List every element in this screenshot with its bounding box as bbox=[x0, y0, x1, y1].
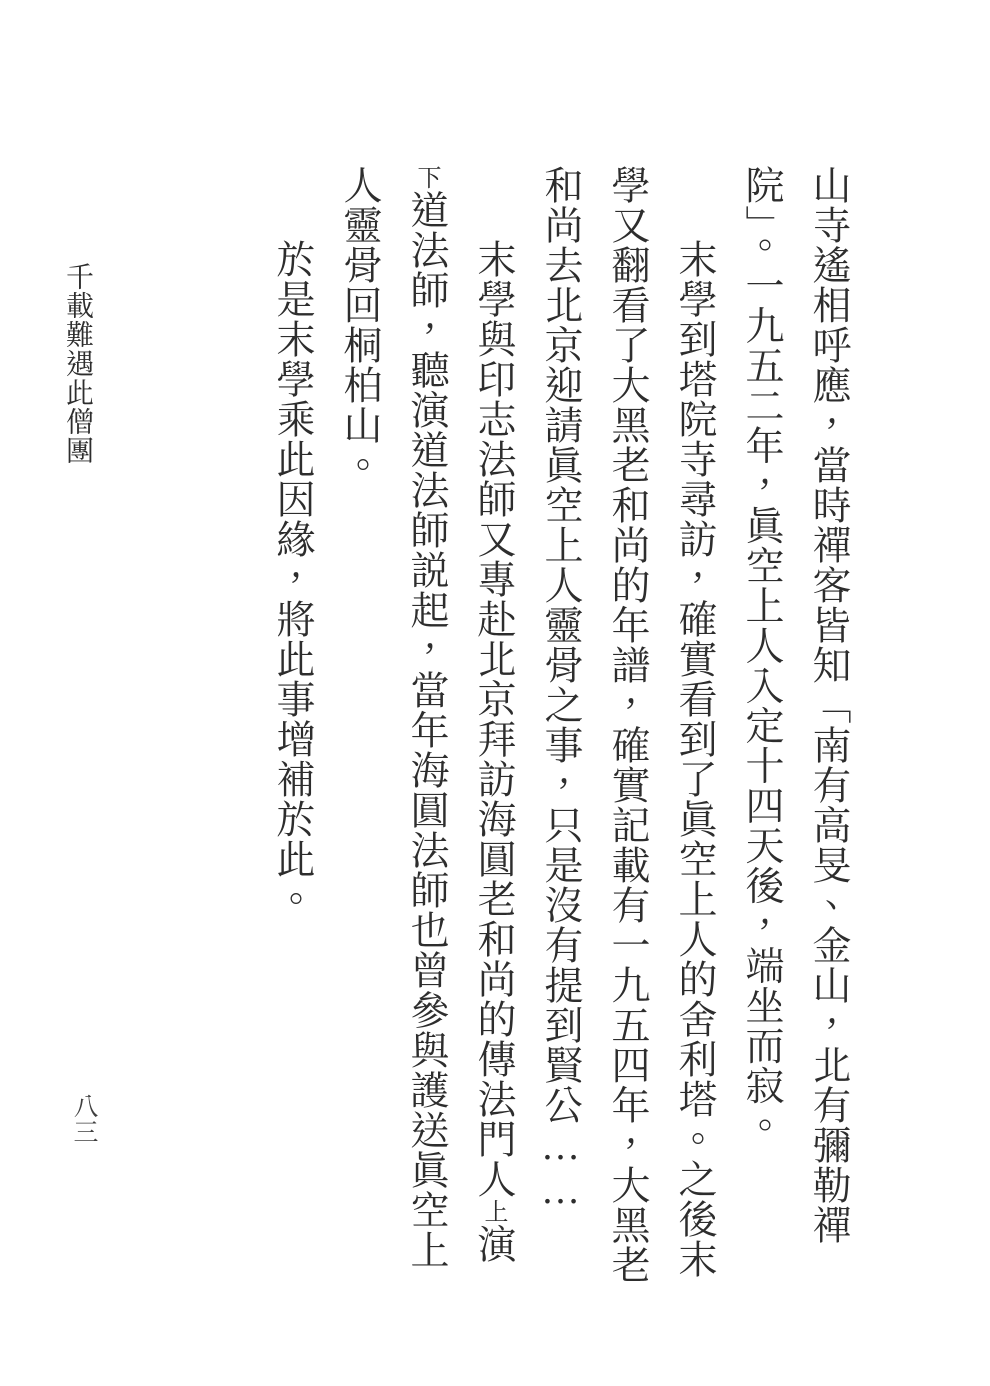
text-segment: 道法師，聽演道法師説起，當年海圓法師也曾參與護送眞空上 bbox=[405, 190, 448, 1270]
text-segment: 學又翻看了大黑老和尚的年譜，確實記載有一九五四年，大黑老 bbox=[606, 165, 649, 1285]
text-segment: 末學到塔院寺尋訪，確實看到了眞空上人的舍利塔。之後末 bbox=[673, 239, 716, 1279]
text-segment: 末學與印志法師又專赴北京拜訪海圓老和尚的傳法門人 bbox=[472, 239, 515, 1199]
paragraph-start-column bbox=[273, 165, 312, 1386]
text-column bbox=[541, 165, 580, 1386]
paragraph-start-column bbox=[474, 165, 513, 1386]
text-segment: 山寺遙相呼應，當時禪客皆知「南有高旻、金山，北有彌勒禪 bbox=[807, 165, 850, 1245]
text-column bbox=[407, 165, 446, 1386]
text-segment: 於是末學乘此因緣，將此事增補於此。 bbox=[271, 239, 314, 919]
running-header: 千載難遇此僧團 bbox=[62, 262, 93, 465]
paragraph-start-column bbox=[675, 165, 714, 1386]
text-column bbox=[742, 165, 781, 1386]
text-column bbox=[809, 165, 848, 1386]
main-text-block bbox=[245, 165, 848, 1386]
page-number: 八三 bbox=[70, 1093, 97, 1145]
text-segment: 和尚去北京迎請眞空上人靈骨之事，只是沒有提到賢公…… bbox=[539, 165, 582, 1213]
honorific-small-char: 下 bbox=[413, 165, 439, 190]
honorific-small-char: 上 bbox=[480, 1199, 506, 1224]
text-column bbox=[340, 165, 379, 1386]
text-segment: 院」。一九五二年，眞空上人入定十四天後，端坐而寂。 bbox=[740, 165, 783, 1146]
text-segment: 人靈骨回桐柏山。 bbox=[338, 165, 381, 485]
text-column bbox=[608, 165, 647, 1386]
text-segment: 演 bbox=[472, 1224, 515, 1264]
